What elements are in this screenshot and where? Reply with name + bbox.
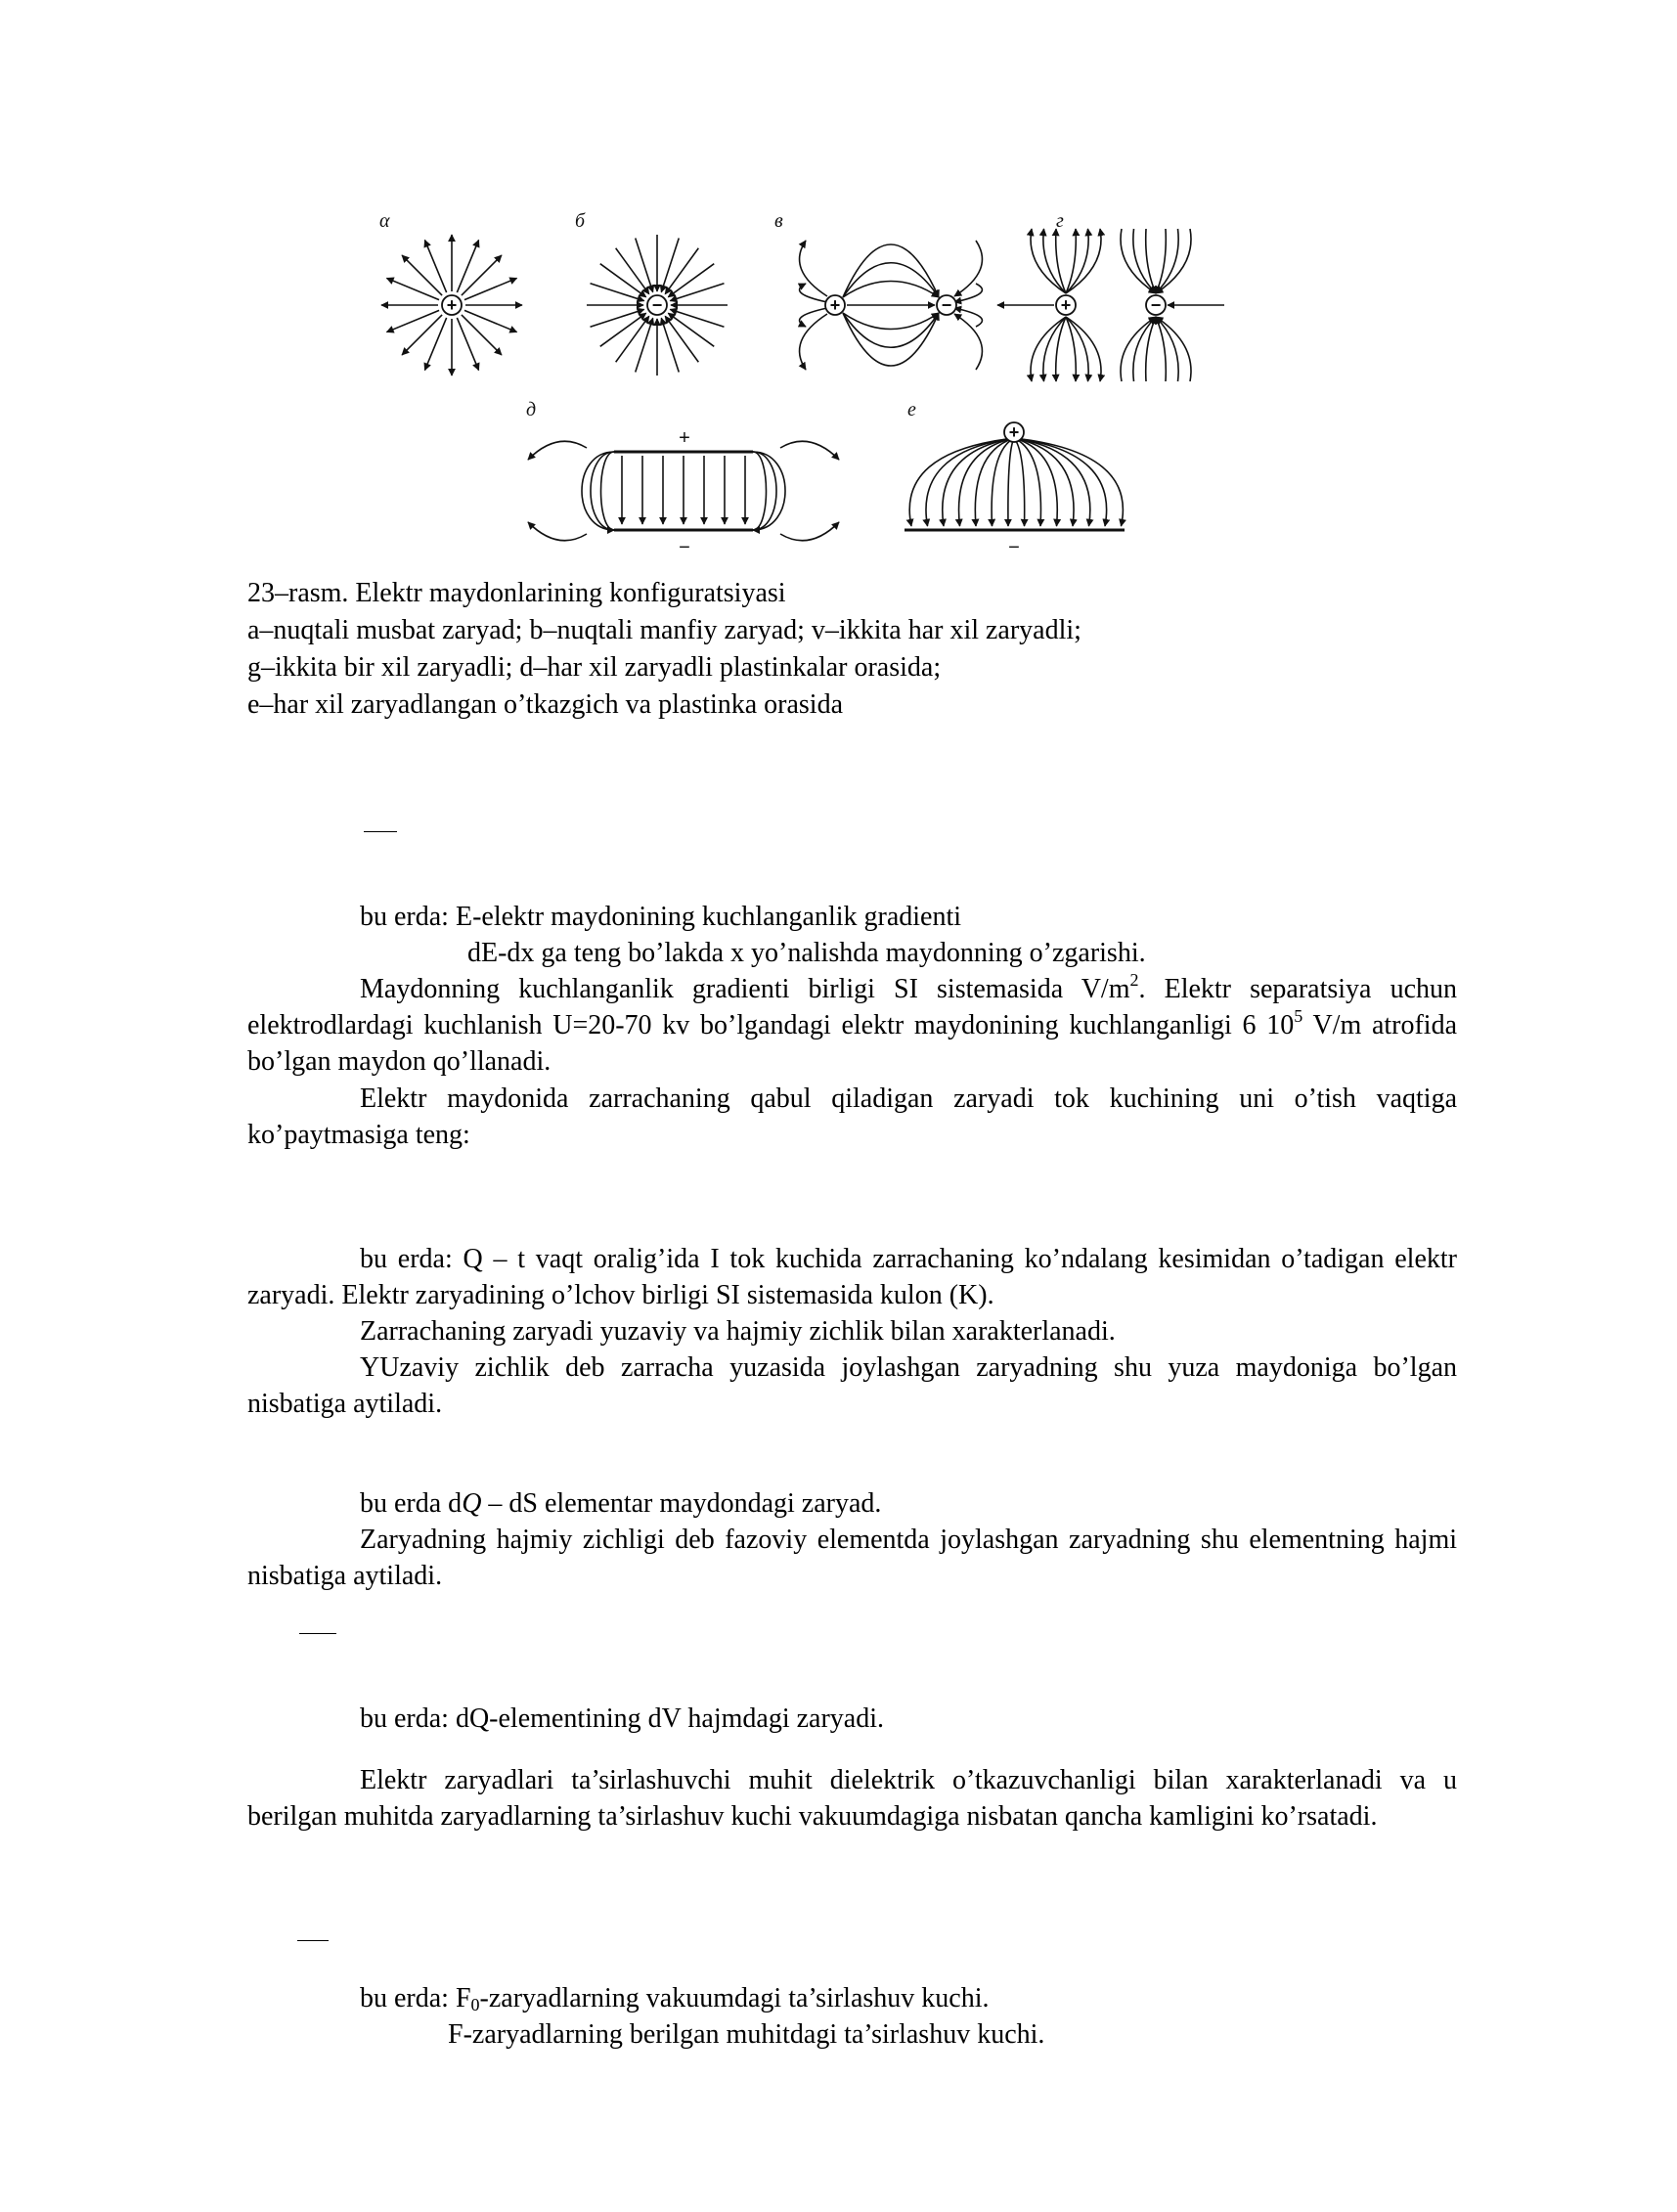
field-line (843, 313, 939, 330)
field-line (800, 314, 827, 370)
field-line (528, 522, 587, 541)
text-run: V/m atrofida bo’lgan maydon qo’llanadi. (247, 1010, 1458, 1077)
field-lines (381, 229, 1224, 541)
field-line (753, 452, 776, 530)
caption-line: e–har xil zaryadlangan o’tkazgich va plastinka orasida (247, 689, 844, 720)
field-line (424, 318, 446, 371)
panel-label-v: в (774, 210, 783, 232)
field-line (843, 263, 939, 297)
charge-sign: + (1008, 422, 1020, 442)
text-run: -zaryadlarning vakuumdagi ta’sirlashuv kuchi. (479, 1983, 990, 2013)
paragraph (247, 971, 1457, 1080)
field-line (636, 318, 653, 372)
panel-label-b: б (575, 210, 586, 232)
field-line (464, 310, 517, 332)
field-line (954, 241, 982, 296)
plate-sign-negative: − (679, 537, 690, 558)
field-line (843, 313, 939, 347)
field-line (1031, 229, 1066, 293)
paragraph: Elektr zaryadlari ta’sirlashuvchi muhit dielektrik o’tkazuvchanligi bilan xarakterlanadi va u berilgan muhitda zaryadlarning ta’sirlashuv kuchi vakuumdagiga nisbatan qancha kamligini ko’rsatadi. (247, 1765, 1457, 1832)
field-configurations-figure (362, 196, 1162, 558)
field-line (457, 318, 478, 371)
field-line (462, 255, 502, 295)
field-line (780, 522, 839, 541)
field-line (753, 452, 767, 530)
field-line (670, 284, 724, 301)
paragraph (360, 1485, 1569, 1522)
field-line (800, 241, 827, 296)
field-line (1014, 438, 1107, 526)
caption-line: a–nuqtali musbat zaryad; b–nuqtali manfiy zaryad; v–ikkita har xil zaryadli; (247, 615, 1081, 645)
charge-sign: + (446, 295, 458, 315)
paragraph: Zaryadning hajmiy zichligi deb fazoviy elementda joylashgan zaryadning shu elementning hajmi nisbatiga aytiladi. (247, 1525, 1457, 1591)
paragraph: F-zaryadlarning berilgan muhitdagi ta’sirlashuv kuchi. (448, 2019, 1045, 2050)
subscript: 0 (470, 1995, 480, 2014)
field-line (591, 309, 644, 327)
field-line (402, 255, 442, 295)
field-line (582, 452, 614, 530)
field-line (402, 315, 442, 355)
paragraph (360, 1980, 1569, 2016)
field-line (1014, 438, 1025, 526)
field-line (1121, 317, 1156, 381)
charge-sign: − (1150, 295, 1162, 315)
field-line (636, 239, 653, 292)
field-line (601, 452, 615, 530)
field-line (1014, 438, 1090, 526)
field-line (1008, 438, 1014, 526)
field-line (464, 278, 517, 299)
field-line (528, 441, 587, 460)
charge-sign: − (651, 295, 663, 315)
field-line (386, 278, 439, 299)
field-line (591, 452, 614, 530)
panel-label-e: е (907, 399, 916, 420)
field-line (661, 239, 679, 292)
formula-fraction-bar (299, 1633, 336, 1634)
paragraph: Elektr maydonida zarrachaning qabul qiladigan zaryadi tok kuchining uni o’tish vaqtiga ko’paytmasiga teng: (247, 1084, 1457, 1150)
paragraph: dE-dx ga teng bo’lakda x yo’nalishda maydonning o’zgarishi. (467, 938, 1146, 968)
field-line (670, 309, 724, 327)
field-line (386, 310, 439, 332)
figure-caption (247, 575, 1460, 724)
text-run: – dS elementar maydondagi zaryad. (481, 1488, 882, 1519)
italic-run: Q (462, 1488, 482, 1519)
caption-line: g–ikkita bir xil zaryadli; d–har xil zaryadli plastinkalar orasida; (247, 652, 942, 683)
text-run: . Elektr separatsiya uchun elektrodlardagi kuchlanish U=20-70 kv bo’lgandagi elektr maydonining kuchlanganligi 6 10 (247, 974, 1457, 1040)
field-line (591, 284, 644, 301)
field-line (457, 240, 478, 292)
text-run: Maydonning kuchlanganlik gradienti birligi SI sistemasida V/m (360, 974, 1130, 1004)
field-line (462, 315, 502, 355)
field-line (1156, 317, 1191, 381)
superscript: 2 (1129, 970, 1139, 990)
panel-label-d: д (526, 399, 537, 420)
paragraph: bu erda: E-elektr maydonining kuchlanganlik gradienti (360, 902, 962, 932)
field-line (1066, 229, 1101, 293)
field-lines-diagram (362, 196, 1162, 558)
formula-fraction-bar (364, 831, 397, 832)
field-line (753, 452, 785, 530)
superscript: 5 (1294, 1006, 1303, 1026)
caption-title: 23–rasm. Elektr maydonlarining konfiguratsiyasi (247, 578, 786, 608)
paragraph: Zarrachaning zaryadi yuzaviy va hajmiy zichlik bilan xarakterlanadi. (360, 1316, 1116, 1347)
text-run: bu erda: F (360, 1983, 471, 2013)
panel-label-a: α (379, 210, 390, 232)
text-run: bu erda d (360, 1488, 463, 1519)
plate-sign-negative: − (1008, 537, 1020, 558)
field-line (954, 314, 982, 370)
field-line (780, 441, 839, 460)
paragraph: YUzaviy zichlik deb zarracha yuzasida joylashgan zaryadning shu yuza maydoniga bo’lgan nisbatiga aytiladi. (247, 1352, 1457, 1419)
field-line (843, 282, 939, 298)
paragraph: bu erda: Q – t vaqt oralig’ida I tok kuchida zarrachaning ko’ndalang kesimidan o’tadigan elektr zaryadi. Elektr zaryadining o’lchov birligi SI sistemasida kulon (K). (247, 1244, 1457, 1310)
field-line (1031, 317, 1066, 381)
panel-label-g: г (1056, 210, 1064, 232)
field-line (1156, 229, 1191, 293)
field-line (424, 240, 446, 292)
field-line (1121, 229, 1156, 293)
charge-sign: + (1060, 295, 1072, 315)
charge-sign: − (941, 295, 952, 315)
formula-fraction-bar (297, 1940, 329, 1941)
charge-sign: + (829, 295, 841, 315)
plate-sign-positive: + (679, 427, 690, 449)
field-line (661, 318, 679, 372)
field-line (1066, 317, 1101, 381)
paragraph: bu erda: dQ-elementining dV hajmdagi zaryadi. (360, 1703, 884, 1734)
